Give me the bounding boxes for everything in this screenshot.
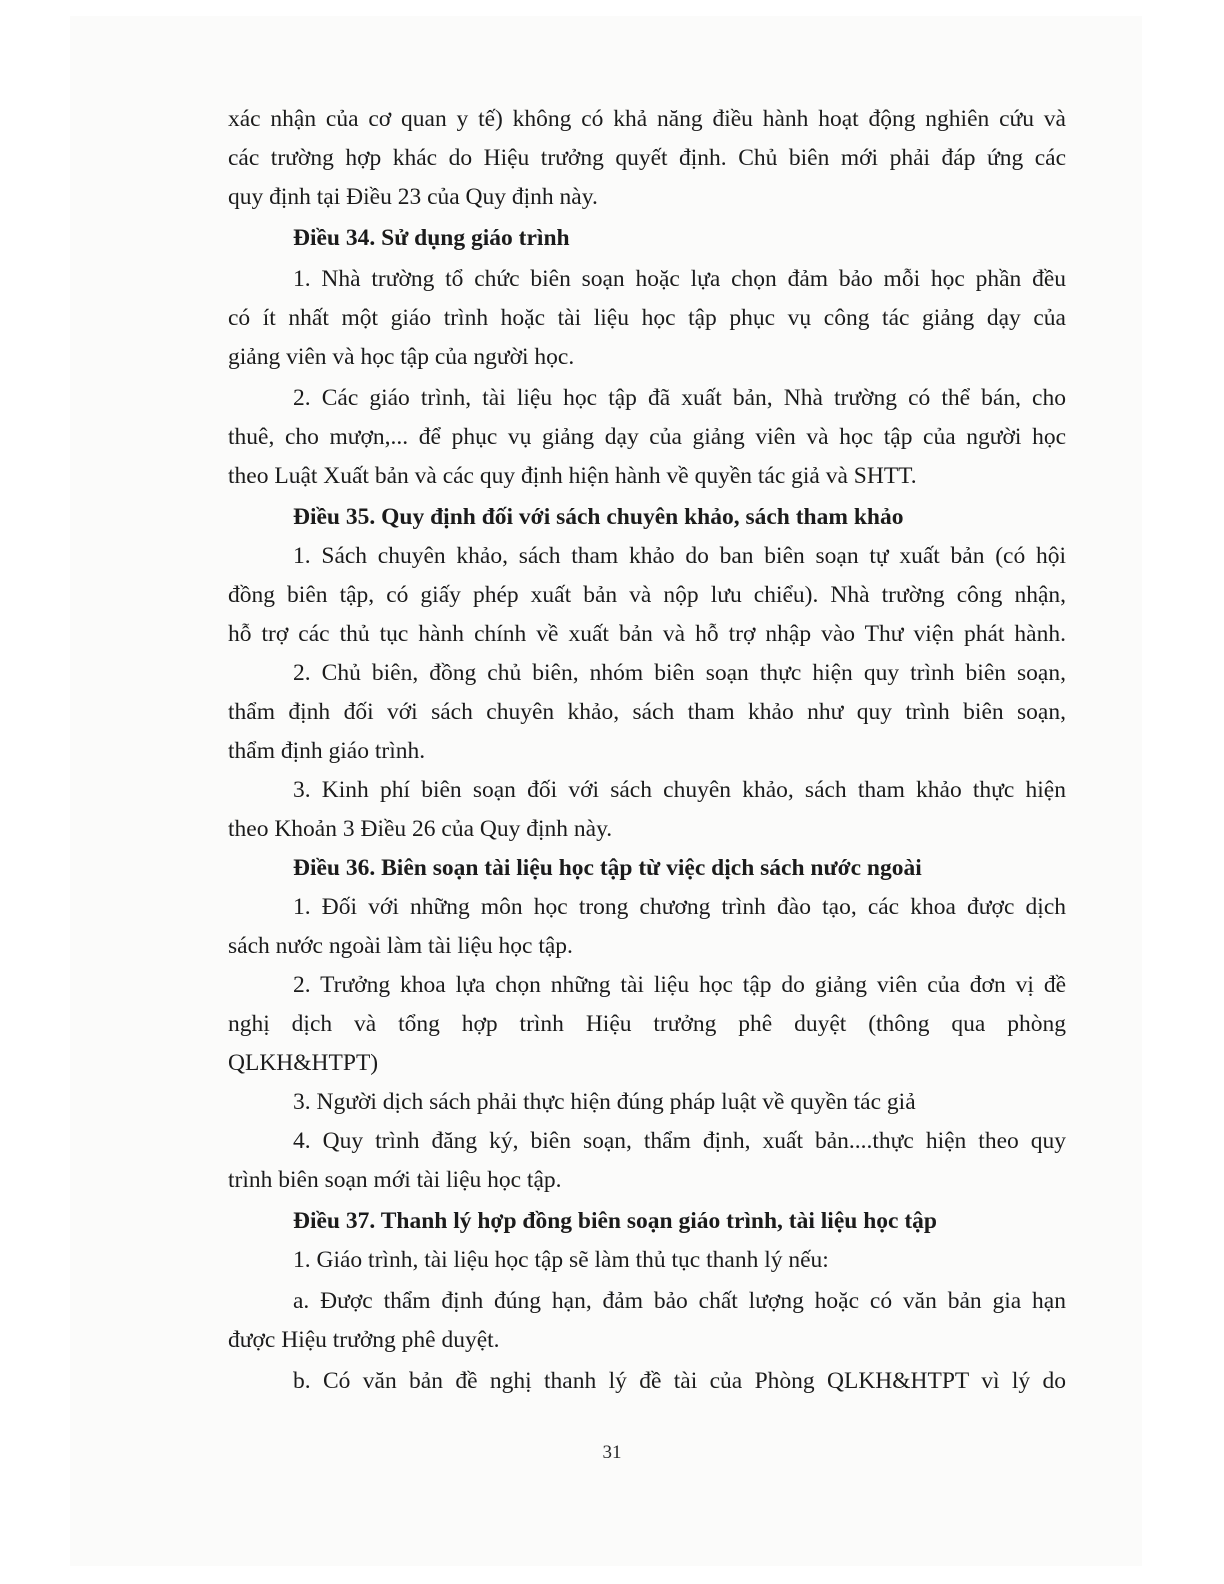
body-line: theo Luật Xuất bản và các quy định hiện hành về quyền tác giả và SHTT.: [228, 463, 917, 489]
body-line: có ít nhất một giáo trình hoặc tài liệu học tập phục vụ công tác giảng dạy của: [228, 305, 1066, 331]
document-body: [228, 100, 1066, 1401]
body-line: 3. Kinh phí biên soạn đối với sách chuyên khảo, sách tham khảo thực hiện: [293, 777, 1066, 803]
body-line: a. Được thẩm định đúng hạn, đảm bảo chất lượng hoặc có văn bản gia hạn: [293, 1288, 1066, 1314]
body-line: thuê, cho mượn,... để phục vụ giảng dạy của giảng viên và học tập của người học: [228, 424, 1066, 450]
body-line: theo Khoản 3 Điều 26 của Quy định này.: [228, 816, 613, 842]
body-line: sách nước ngoài làm tài liệu học tập.: [228, 933, 573, 959]
body-line: 1. Giáo trình, tài liệu học tập sẽ làm thủ tục thanh lý nếu:: [293, 1247, 829, 1273]
article-heading-36: Điều 36. Biên soạn tài liệu học tập từ việc dịch sách nước ngoài: [293, 855, 922, 881]
article-heading-37: Điều 37. Thanh lý hợp đồng biên soạn giáo trình, tài liệu học tập: [293, 1208, 937, 1234]
body-line: 2. Các giáo trình, tài liệu học tập đã xuất bản, Nhà trường có thể bán, cho: [293, 385, 1066, 411]
body-line: 2. Chủ biên, đồng chủ biên, nhóm biên soạn thực hiện quy trình biên soạn,: [293, 660, 1066, 686]
body-line: đồng biên tập, có giấy phép xuất bản và nộp lưu chiểu). Nhà trường công nhận,: [228, 582, 1066, 608]
body-line: thẩm định đối với sách chuyên khảo, sách tham khảo như quy trình biên soạn,: [228, 699, 1066, 725]
body-line: giảng viên và học tập của người học.: [228, 344, 575, 370]
article-heading-35: Điều 35. Quy định đối với sách chuyên khảo, sách tham khảo: [293, 504, 904, 530]
article-heading-34: Điều 34. Sử dụng giáo trình: [293, 225, 570, 251]
body-line: QLKH&HTPT): [228, 1050, 379, 1076]
body-line: 1. Sách chuyên khảo, sách tham khảo do ban biên soạn tự xuất bản (có hội: [293, 543, 1066, 569]
body-line: 3. Người dịch sách phải thực hiện đúng pháp luật về quyền tác giả: [293, 1089, 916, 1115]
page-number: 31: [602, 1442, 622, 1463]
body-line: hỗ trợ các thủ tục hành chính về xuất bản và hỗ trợ nhập vào Thư viện phát hành.: [228, 621, 1066, 647]
body-line: 1. Đối với những môn học trong chương trình đào tạo, các khoa được dịch: [293, 894, 1066, 920]
body-line: xác nhận của cơ quan y tế) không có khả năng điều hành hoạt động nghiên cứu và: [228, 106, 1066, 132]
body-line: các trường hợp khác do Hiệu trưởng quyết định. Chủ biên mới phải đáp ứng các: [228, 145, 1066, 171]
body-line: 2. Trưởng khoa lựa chọn những tài liệu học tập do giảng viên của đơn vị đề: [293, 972, 1066, 998]
body-line: được Hiệu trưởng phê duyệt.: [228, 1327, 500, 1353]
body-line: quy định tại Điều 23 của Quy định này.: [228, 184, 598, 210]
body-line: 4. Quy trình đăng ký, biên soạn, thẩm định, xuất bản....thực hiện theo quy: [293, 1128, 1066, 1154]
body-line: trình biên soạn mới tài liệu học tập.: [228, 1167, 562, 1193]
body-line: 1. Nhà trường tổ chức biên soạn hoặc lựa chọn đảm bảo mỗi học phần đều: [293, 266, 1066, 292]
body-line: thẩm định giáo trình.: [228, 738, 426, 764]
body-line: nghị dịch và tổng hợp trình Hiệu trưởng phê duyệt (thông qua phòng: [228, 1011, 1066, 1037]
body-line: b. Có văn bản đề nghị thanh lý đề tài của Phòng QLKH&HTPT vì lý do: [293, 1368, 1066, 1394]
